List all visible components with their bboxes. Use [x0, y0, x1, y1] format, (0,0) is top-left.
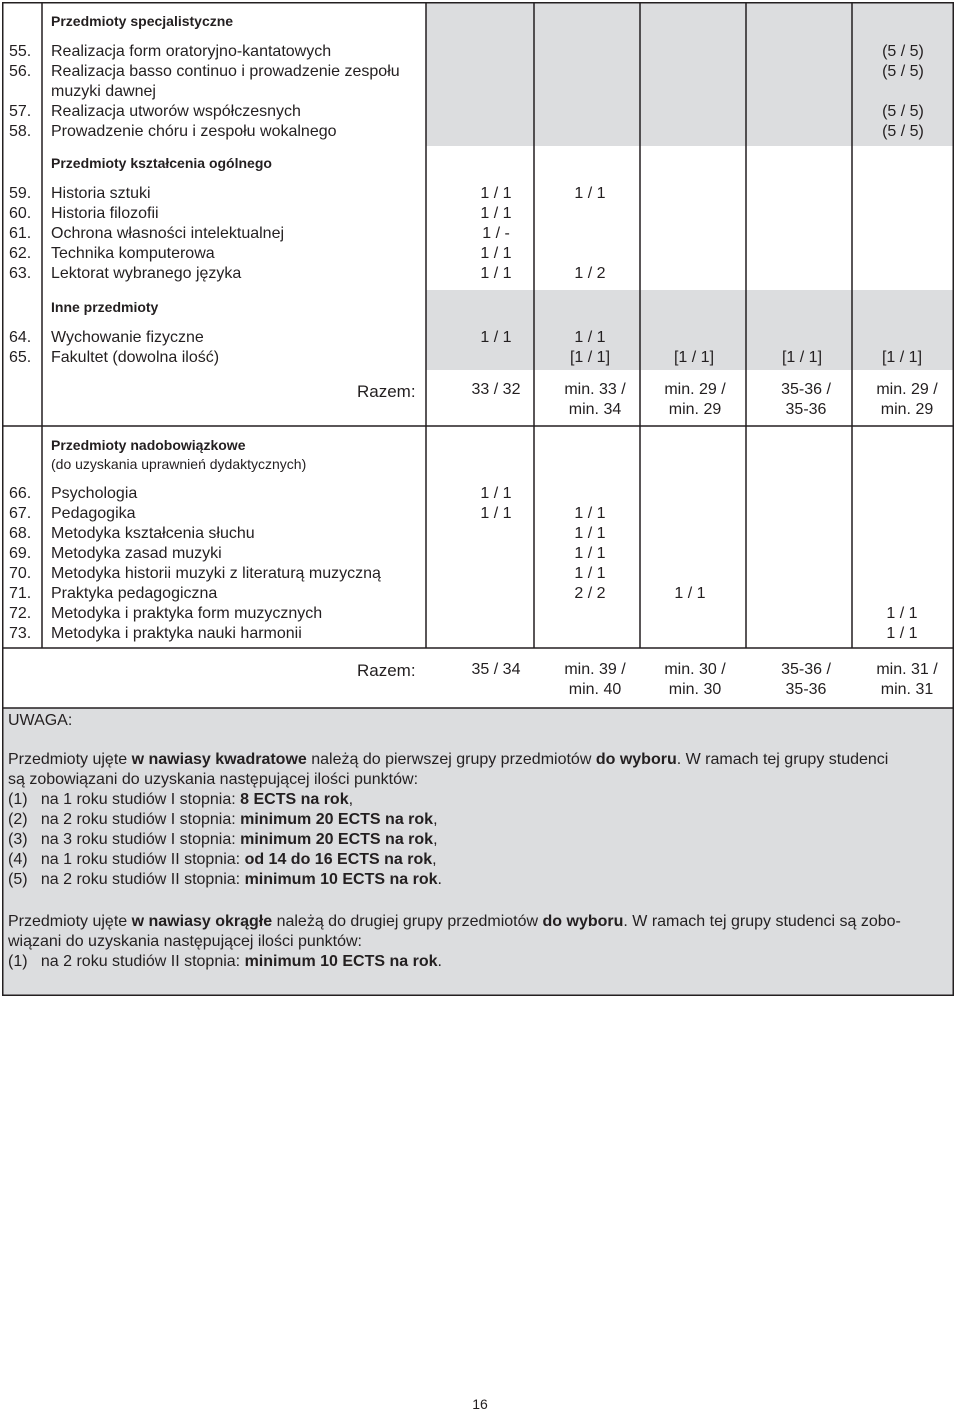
- row-number: 57.: [9, 103, 32, 120]
- cell-value: 1 / 1: [480, 485, 512, 502]
- cell-value: 2 / 2: [574, 585, 606, 602]
- cell-value: [1 / 1]: [569, 349, 611, 366]
- cell-value: 1 / 1: [886, 625, 918, 642]
- subject-name: Ochrona własności intelektualnej: [51, 225, 285, 242]
- row-number: 69.: [9, 545, 32, 562]
- note-item: (5) na 2 roku studiów II stopnia: minimum 10 ECTS na rok.: [8, 871, 442, 888]
- total-label: Razem:: [357, 661, 416, 680]
- section-subheader-optional: (do uzyskania uprawnień dydaktycznych): [51, 456, 307, 472]
- row-number: 67.: [9, 505, 32, 522]
- row-number: 64.: [9, 329, 32, 346]
- total-value: min. 29 /: [664, 381, 726, 398]
- row-number: 66.: [9, 485, 32, 502]
- cell-value: 1 / 1: [574, 185, 606, 202]
- curriculum-table: [2, 2, 954, 996]
- cell-value: 1 / 1: [574, 565, 606, 582]
- note-item: (1) na 2 roku studiów II stopnia: minimum 10 ECTS na rok.: [8, 953, 442, 970]
- row-number: 73.: [9, 625, 32, 642]
- section-header-general: Przedmioty kształcenia ogólnego: [51, 155, 272, 171]
- subject-name: Prowadzenie chóru i zespołu wokalnego: [51, 123, 337, 140]
- subject-name: Metodyka zasad muzyki: [51, 545, 222, 562]
- total-value: min. 30 /: [664, 661, 726, 678]
- cell-value: 1 / 2: [574, 265, 606, 282]
- cell-value: 1 / 1: [674, 585, 706, 602]
- cell-value: [1 / 1]: [781, 349, 823, 366]
- subject-name-continued: muzyki dawnej: [51, 83, 156, 100]
- cell-value: 1 / 1: [574, 525, 606, 542]
- row-number: 58.: [9, 123, 32, 140]
- total-value: min. 34: [568, 401, 622, 418]
- subject-name: Historia sztuki: [51, 185, 151, 202]
- cell-value: 1 / 1: [886, 605, 918, 622]
- total-value: min. 39 /: [564, 661, 626, 678]
- total-value: min. 29: [668, 401, 722, 418]
- section-header-specialist: Przedmioty specjalistyczne: [51, 13, 234, 29]
- cell-value: 1 / 1: [480, 185, 512, 202]
- subject-name: Realizacja form oratoryjno-kantatowych: [51, 43, 332, 60]
- total-value: min. 31: [880, 681, 934, 698]
- row-number: 68.: [9, 525, 32, 542]
- cell-value: [1 / 1]: [881, 349, 923, 366]
- total-value: 35-36 /: [781, 661, 831, 678]
- total-value: 35-36: [785, 681, 827, 698]
- subject-name: Metodyka i praktyka form muzycznych: [51, 605, 323, 622]
- note-paragraph-round-brackets: Przedmioty ujęte w nawiasy okrągłe należą do drugiej grupy przedmiotów do wyboru. W ramach tej grupy studenci są zobo- wiązani do uzyskania następującej ilości punktów: (1) na 2 roku studiów II stopnia: minimum 10 ECTS na rok.: [8, 912, 948, 972]
- cell-value: (5 / 5): [882, 123, 924, 140]
- cell-value: 1 / -: [482, 225, 510, 242]
- total-value: min. 33 /: [564, 381, 626, 398]
- total-value: 35-36 /: [781, 381, 831, 398]
- total-value: 35-36: [785, 401, 827, 418]
- subject-name: Realizacja utworów współczesnych: [51, 103, 301, 120]
- total-value: min. 29: [880, 401, 934, 418]
- total-value: min. 29 /: [876, 381, 938, 398]
- note-item: (4) na 1 roku studiów II stopnia: od 14 do 16 ECTS na rok,: [8, 851, 437, 868]
- total-value: min. 40: [568, 681, 622, 698]
- subject-name: Realizacja basso continuo i prowadzenie zespołu: [51, 63, 400, 80]
- row-number: 60.: [9, 205, 32, 222]
- row-number: 72.: [9, 605, 32, 622]
- row-number: 62.: [9, 245, 32, 262]
- cell-value: 1 / 1: [480, 329, 512, 346]
- cell-value: [1 / 1]: [673, 349, 715, 366]
- page-number: 16: [472, 1396, 488, 1412]
- subject-name: Praktyka pedagogiczna: [51, 585, 218, 602]
- section-header-other: Inne przedmioty: [51, 299, 159, 315]
- row-number: 63.: [9, 265, 32, 282]
- row-number: 55.: [9, 43, 32, 60]
- note-title: UWAGA:: [8, 712, 73, 729]
- subject-name: Wychowanie fizyczne: [51, 329, 204, 346]
- subject-name: Psychologia: [51, 485, 138, 502]
- subject-name: Metodyka historii muzyki z literaturą muzyczną: [51, 565, 381, 582]
- row-number: 65.: [9, 349, 32, 366]
- section-header-optional: Przedmioty nadobowiązkowe: [51, 437, 246, 453]
- cell-value: 1 / 1: [574, 329, 606, 346]
- subject-name: Lektorat wybranego języka: [51, 265, 242, 282]
- cell-value: 1 / 1: [480, 245, 512, 262]
- cell-value: (5 / 5): [882, 103, 924, 120]
- total-label: Razem:: [357, 382, 416, 401]
- row-number: 59.: [9, 185, 32, 202]
- note-item: (3) na 3 roku studiów I stopnia: minimum 20 ECTS na rok,: [8, 831, 438, 848]
- subject-name: Metodyka kształcenia słuchu: [51, 525, 255, 542]
- row-number: 56.: [9, 63, 32, 80]
- subject-name: Pedagogika: [51, 505, 136, 522]
- total-value: 33 / 32: [471, 381, 521, 398]
- row-number: 70.: [9, 565, 32, 582]
- note-item: (2) na 2 roku studiów I stopnia: minimum 20 ECTS na rok,: [8, 811, 438, 828]
- cell-value: 1 / 1: [480, 205, 512, 222]
- row-number: 61.: [9, 225, 32, 242]
- subject-name: Fakultet (dowolna ilość): [51, 349, 220, 366]
- note-paragraph-square-brackets: Przedmioty ujęte w nawiasy kwadratowe należą do pierwszej grupy przedmiotów do wyboru. W ramach tej grupy studenci są zobowiązani do uzyskania następującej ilości punktów: (1) na 1 roku studiów I stopnia: 8 ECTS na rok, (2) na 2 roku studiów I stopnia: minimum 20 ECTS na rok, (3) na 3 roku studiów I stopnia: minimum 20 ECTS na rok, (4) na 1 roku studiów II stopnia: od 14 do 16 ECTS na rok, (5) na 2 roku studiów II stopnia: minimum 10 ECTS na rok.: [8, 750, 948, 890]
- total-value: 35 / 34: [471, 661, 521, 678]
- cell-value: 1 / 1: [480, 265, 512, 282]
- cell-value: (5 / 5): [882, 63, 924, 80]
- row-number: 71.: [9, 585, 32, 602]
- subject-name: Technika komputerowa: [51, 245, 215, 262]
- cell-value: 1 / 1: [480, 505, 512, 522]
- total-value: min. 31 /: [876, 661, 938, 678]
- cell-value: 1 / 1: [574, 545, 606, 562]
- cell-value: (5 / 5): [882, 43, 924, 60]
- cell-value: 1 / 1: [574, 505, 606, 522]
- total-value: min. 30: [668, 681, 722, 698]
- note-item: (1) na 1 roku studiów I stopnia: 8 ECTS na rok,: [8, 791, 354, 808]
- subject-name: Historia filozofii: [51, 205, 159, 222]
- subject-name: Metodyka i praktyka nauki harmonii: [51, 625, 302, 642]
